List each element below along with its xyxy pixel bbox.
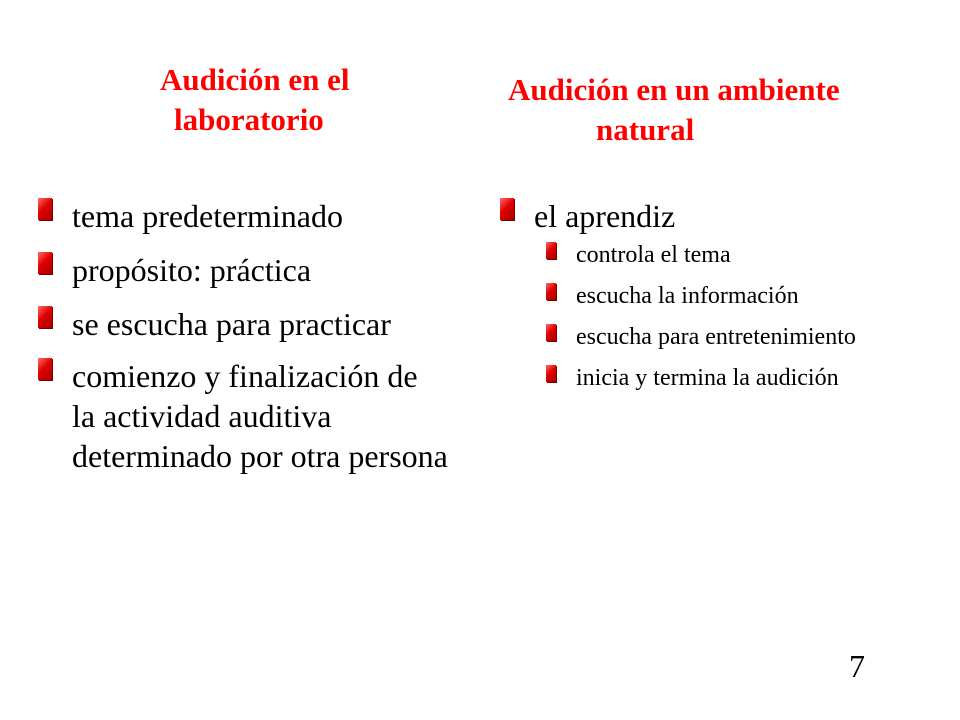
page-number: 7 xyxy=(849,648,865,684)
sub-list-item xyxy=(546,281,876,312)
right-heading-line-1: Audición en un ambiente xyxy=(508,72,840,107)
sub-bullet-text: escucha la información xyxy=(576,283,799,309)
red-square-bullet-icon xyxy=(38,252,52,274)
red-square-bullet-icon xyxy=(38,198,52,220)
sub-bullet-text: escucha para entretenimiento xyxy=(576,324,856,350)
list-item xyxy=(38,356,448,476)
sub-bullet-list xyxy=(546,240,920,394)
bullet-text: se escucha para practicar xyxy=(72,306,391,342)
red-square-bullet-icon xyxy=(546,365,556,382)
sub-list-item xyxy=(546,363,876,394)
left-column-heading xyxy=(160,60,349,140)
red-square-bullet-icon xyxy=(546,283,556,300)
bullet-text: el aprendiz xyxy=(534,198,676,234)
sub-bullet-text: inicia y termina la audición xyxy=(576,365,839,391)
sub-list-item xyxy=(546,322,876,353)
red-square-bullet-icon xyxy=(546,242,556,259)
red-square-bullet-icon xyxy=(500,198,514,220)
red-square-bullet-icon xyxy=(38,306,52,328)
left-heading-line-2: laboratorio xyxy=(174,102,324,137)
right-column-heading xyxy=(508,70,840,150)
right-heading-line-2: natural xyxy=(596,112,695,147)
list-item xyxy=(38,304,448,344)
right-bullet-list xyxy=(500,196,920,404)
red-square-bullet-icon xyxy=(38,358,52,380)
sub-list-item xyxy=(546,240,876,271)
red-square-bullet-icon xyxy=(546,324,556,341)
list-item xyxy=(38,196,448,236)
left-bullet-list xyxy=(38,196,448,490)
bullet-text: tema predeterminado xyxy=(72,198,343,234)
list-item xyxy=(38,250,448,290)
bullet-text: propósito: práctica xyxy=(72,252,312,288)
left-heading-line-1: Audición en el xyxy=(160,62,350,97)
sub-bullet-text: controla el tema xyxy=(576,242,731,268)
list-item xyxy=(500,196,920,394)
bullet-text: comienzo y finalización de la actividad auditiva determinado por otra persona xyxy=(72,358,448,474)
